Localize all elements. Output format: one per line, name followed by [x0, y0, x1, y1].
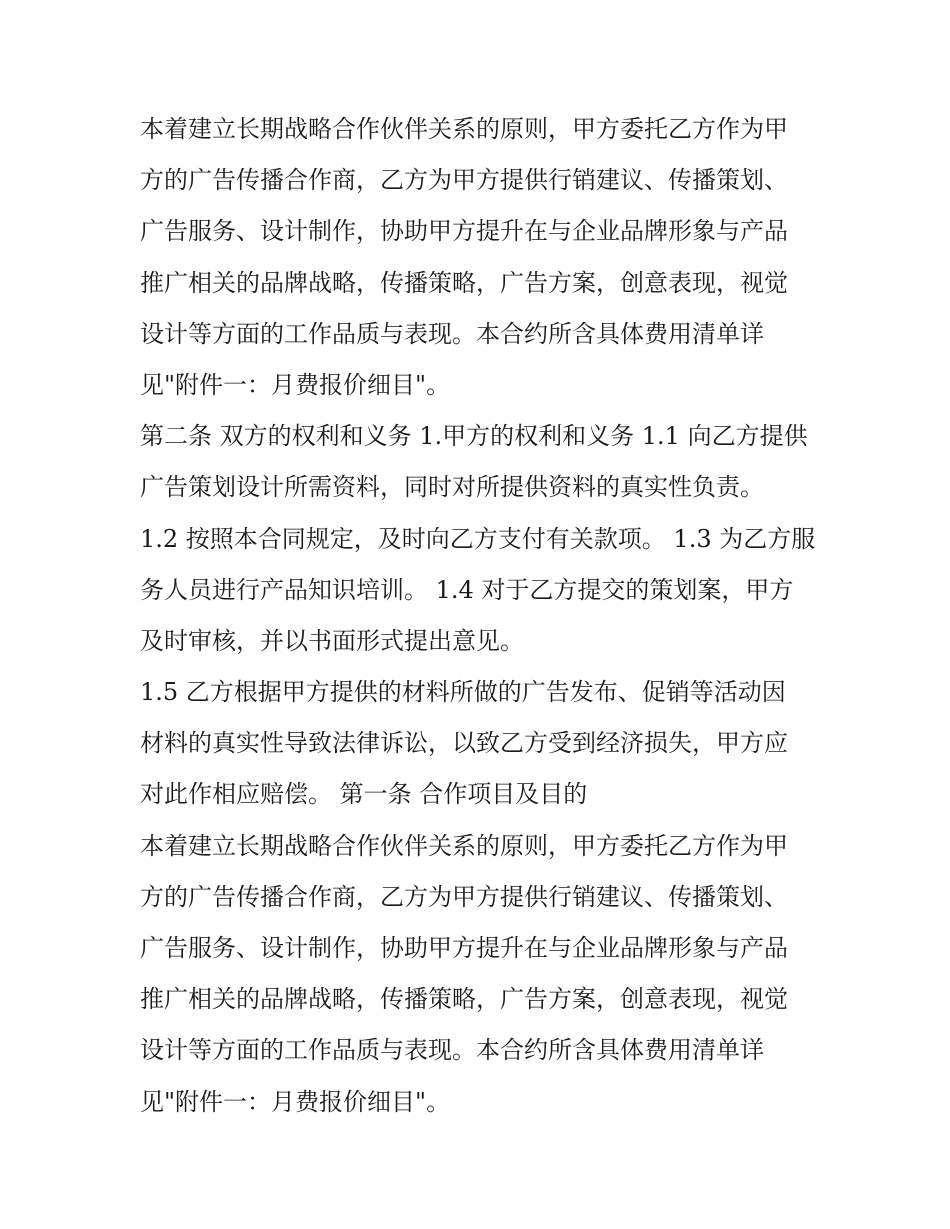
- text-line: 见"附件一：月费报价细目"。: [140, 370, 451, 399]
- document-body: [140, 104, 820, 1128]
- text-line: 广告服务、设计制作，协助甲方提升在与企业品牌形象与产品: [140, 217, 788, 246]
- text-line: 设计等方面的工作品质与表现。本合约所含具体费用清单详: [140, 1036, 764, 1065]
- text-line: 设计等方面的工作品质与表现。本合约所含具体费用清单详: [140, 319, 764, 348]
- text-line: 广告服务、设计制作，协助甲方提升在与企业品牌形象与产品: [140, 934, 788, 962]
- text-line: 材料的真实性导致法律诉讼，以致乙方受到经济损失，甲方应: [140, 729, 788, 758]
- text-line: 对此作相应赔偿。 第一条 合作项目及目的: [140, 780, 588, 809]
- text-line: 方的广告传播合作商，乙方为甲方提供行销建议、传播策划、: [140, 882, 788, 911]
- text-line: 1.5 乙方根据甲方提供的材料所做的广告发布、促销等活动因: [140, 678, 786, 707]
- text-line: 方的广告传播合作商，乙方为甲方提供行销建议、传播策划、: [140, 166, 788, 195]
- text-line: 务人员进行产品知识培训。 1.4 对于乙方提交的策划案，甲方: [140, 575, 794, 604]
- text-line: 第二条 双方的权利和义务 1.甲方的权利和义务 1.1 向乙方提供: [140, 422, 808, 451]
- text-line: 见"附件一：月费报价细目"。: [140, 1087, 451, 1116]
- text-line: 及时审核，并以书面形式提出意见。: [140, 626, 524, 655]
- text-line: 1.2 按照本合同规定，及时向乙方支付有关款项。 1.3 为乙方服: [140, 524, 816, 553]
- text-line: 广告策划设计所需资料，同时对所提供资料的真实性负责。: [140, 473, 764, 502]
- text-line: 推广相关的品牌战略，传播策略，广告方案，创意表现，视觉: [140, 985, 788, 1014]
- text-line: 推广相关的品牌战略，传播策略，广告方案，创意表现，视觉: [140, 268, 788, 297]
- text-line: 本着建立长期战略合作伙伴关系的原则，甲方委托乙方作为甲: [140, 115, 788, 143]
- text-line: 本着建立长期战略合作伙伴关系的原则，甲方委托乙方作为甲: [140, 831, 788, 860]
